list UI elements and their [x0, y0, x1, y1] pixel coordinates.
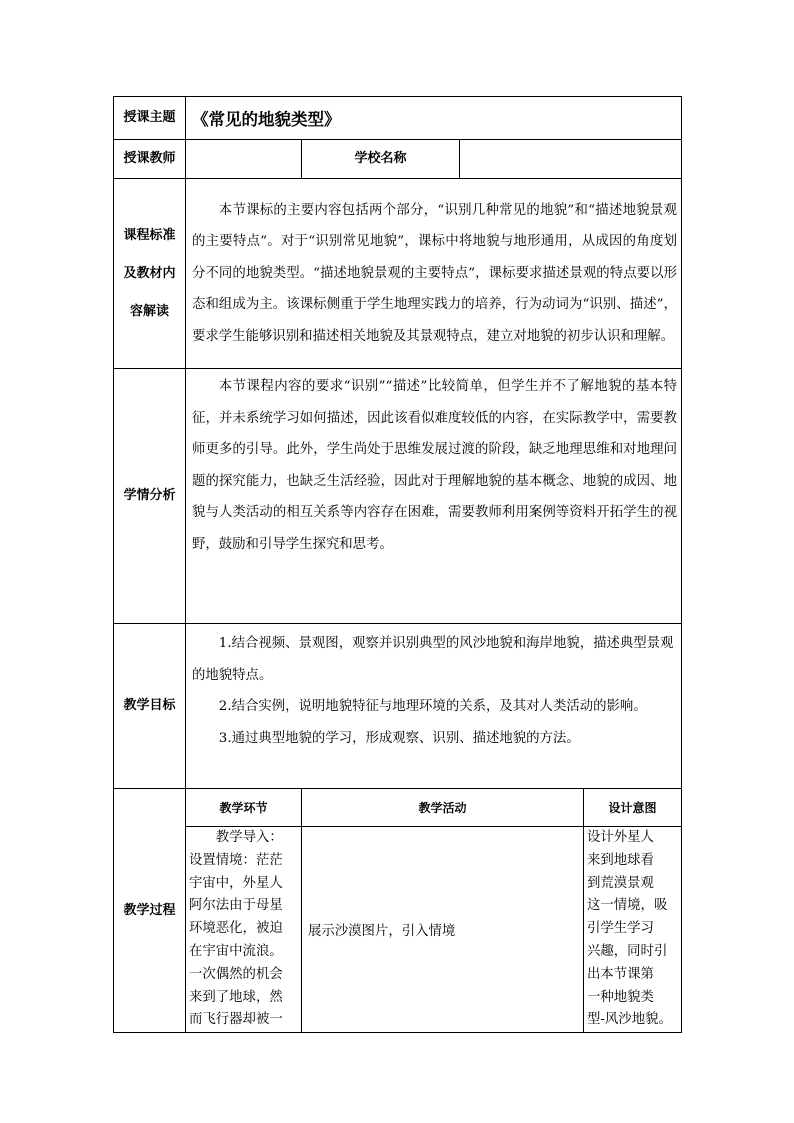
standards-text: 本节课标的主要内容包括两个部分，“识别几种常见的地貌”和“描述地貌景观的主要特点”。对于“识别常见地貌”，课标中将地貌与地形通用，从成因的角度划分不同的地貌类型。“描述地貌景观的主要特点”，课标要求描述景观的特点要以形态和组成为主。该课标侧重于学生地理实践力的培养，行为动词为“识别、描述”，要求学生能够识别和描述相关地貌及其景观特点，建立对地貌的初步认识和理解。: [186, 179, 682, 369]
standards-label: [114, 179, 186, 369]
intent-line: 到荒漠景观: [587, 875, 654, 891]
stage-header: 教学环节: [186, 789, 302, 827]
activity-cell: 展示沙漠图片，引入情境: [302, 827, 584, 1033]
standards-label-line-3: 容解读: [129, 303, 169, 319]
stage-line: 来到了地球，然: [189, 989, 283, 1005]
topic-value: 《常见的地貌类型》: [186, 97, 682, 140]
stage-line: 教学导入：: [215, 830, 283, 845]
teacher-value: [186, 140, 302, 179]
goal-item-3: 3.通过典型地貌的学习，形成观察、识别、描述地貌的方法。: [218, 730, 580, 746]
intent-header: 设计意图: [584, 789, 682, 827]
intent-line: 一种地貌类: [587, 989, 654, 1005]
stage-line: 阿尔法由于母星: [189, 898, 283, 914]
teacher-label: 授课教师: [114, 140, 186, 179]
goal-item-1: 1.结合视频、景观图，观察并识别典型的风沙地貌和海岸地貌，描述典型景观的地貌特点。: [192, 636, 674, 683]
standards-label-line-1: 课程标准: [123, 227, 176, 243]
intent-line: 兴趣，同时引: [587, 943, 668, 959]
school-value: [460, 140, 682, 179]
process-header-row: [114, 789, 682, 827]
intent-line: 出本节课第: [587, 966, 654, 982]
intent-line: 引学生学习: [587, 921, 654, 937]
topic-row: [114, 97, 682, 140]
stage-line: 宇宙中，外星人: [189, 875, 283, 891]
goals-row: [114, 624, 682, 789]
topic-label: 授课主题: [114, 97, 186, 140]
stage-line: 在宇宙中流浪。: [189, 943, 283, 959]
stage-line: 环境恶化，被迫: [189, 921, 283, 937]
intent-cell: [584, 827, 682, 1033]
stage-cell: [186, 827, 302, 1033]
analysis-label: 学情分析: [114, 369, 186, 624]
process-label: 教学过程: [114, 789, 186, 1033]
analysis-row: [114, 369, 682, 624]
analysis-text: 本节课程内容的要求“识别”“描述”比较简单，但学生并不了解地貌的基本特征，并未系统学习如何描述，因此该看似难度较低的内容，在实际教学中，需要教师更多的引导。此外，学生尚处于思维发展过渡的阶段，缺乏地理思维和对地理问题的探究能力，也缺乏生活经验，因此对于理解地貌的基本概念、地貌的成因、地貌与人类活动的相互关系等内容存在困难，需要教师利用案例等资料开拓学生的视野，鼓励和引导学生探究和思考。: [186, 369, 682, 624]
school-label: 学校名称: [302, 140, 460, 179]
stage-line: 一次偶然的机会: [189, 966, 283, 982]
stage-line: 而飞行器却被一: [189, 1012, 283, 1028]
lesson-plan-table: [113, 96, 682, 1033]
goals-cell: [186, 624, 682, 789]
intent-line: 型-风沙地貌。: [587, 1012, 672, 1028]
standards-label-line-2: 及教材内: [123, 265, 176, 281]
stage-line: 设置情境：茫茫: [189, 852, 283, 868]
intent-line: 设计外星人: [587, 830, 654, 845]
teacher-row: [114, 140, 682, 179]
goal-item-2: 2.结合实例，说明地貌特征与地理环境的关系，及其对人类活动的影响。: [218, 699, 647, 714]
intent-line: 这一情境，吸: [587, 898, 668, 914]
activity-header: 教学活动: [302, 789, 584, 827]
intent-line: 来到地球看: [587, 852, 654, 868]
standards-row: [114, 179, 682, 369]
process-row: [114, 827, 682, 1033]
goals-label: 教学目标: [114, 624, 186, 789]
